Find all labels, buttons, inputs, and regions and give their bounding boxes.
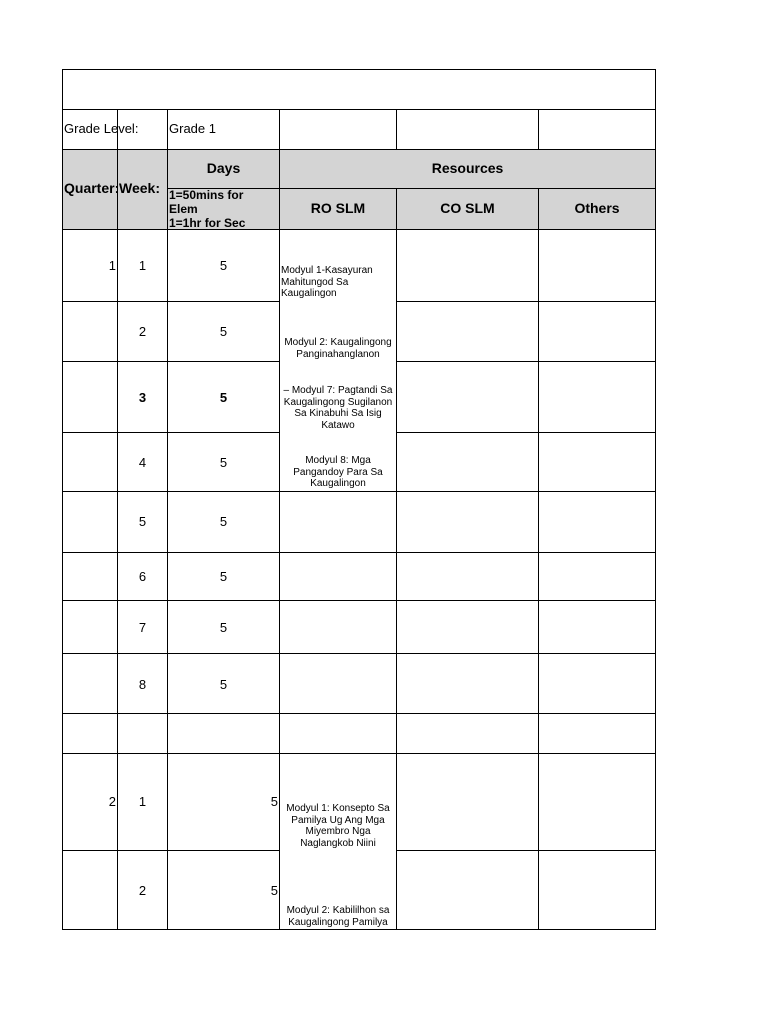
grid-line [62, 491, 656, 492]
grid-line [655, 69, 656, 930]
module-line: – Modyul 7: Pagtandi Sa [283, 385, 393, 396]
grid-line [62, 552, 656, 553]
grade-level-label: Grade Level: [64, 121, 139, 136]
grid-line [396, 361, 656, 362]
module-line: Pamilya Ug Ang Mga [291, 814, 385, 826]
module-line: Modyul 2: Kabililhon sa [286, 905, 390, 916]
module-line: Naglangkob Niini [300, 837, 376, 849]
grid-line [62, 929, 656, 930]
week-header: Week: [119, 180, 160, 196]
days-note-line: 1=50mins for [169, 188, 244, 202]
module-line: Kaugalingon [281, 288, 337, 299]
others-header: Others [574, 200, 620, 216]
grid-line [396, 109, 397, 149]
grid-line [62, 653, 656, 654]
week-cell: 8 [138, 677, 147, 692]
days-note-line: 1=1hr for Sec [169, 216, 246, 230]
co-slm-header: CO SLM [440, 200, 495, 216]
ro-slm-module [281, 265, 395, 300]
ro-slm-header: RO SLM [310, 200, 366, 216]
days-header: Days [206, 160, 241, 176]
grid-line [62, 69, 656, 70]
week-cell: 1 [138, 258, 147, 273]
module-line: Modyul 2: Kaugalingong [284, 337, 392, 348]
quarter-cell: 1 [108, 258, 116, 273]
module-line: Sa Kinabuhi Sa Isig [294, 408, 382, 419]
grid-line [396, 850, 656, 851]
grid-line [538, 188, 539, 930]
ro-slm-module [281, 337, 395, 360]
days-cell: 5 [219, 455, 228, 470]
days-note [169, 188, 245, 230]
module-line: Katawo [321, 419, 355, 431]
grid-line [396, 301, 656, 302]
module-line: Miyembro Nga [305, 826, 371, 837]
grid-line [62, 432, 280, 433]
days-cell: 5 [219, 324, 228, 339]
grid-line [62, 713, 656, 714]
grid-line [62, 361, 280, 362]
grid-line [538, 109, 539, 149]
days-cell: 5 [219, 569, 228, 584]
days-cell: 5 [219, 390, 228, 405]
week-cell: 6 [138, 569, 147, 584]
days-cell: 5 [219, 258, 228, 273]
week-cell: 5 [138, 514, 147, 529]
module-line: Modyul 1-Kasayuran [281, 265, 373, 276]
quarter-header: Quarter: [64, 180, 120, 196]
grade-level-value: Grade 1 [169, 121, 216, 136]
grid-line [62, 229, 656, 230]
module-line: Pangandoy Para Sa [293, 466, 383, 478]
grid-line [62, 850, 280, 851]
week-cell: 2 [138, 883, 147, 898]
ro-slm-module [281, 905, 395, 928]
module-line: Kaugalingon [310, 478, 366, 489]
grid-line [396, 432, 656, 433]
module-line: Kaugalingong Pamilya [288, 916, 388, 928]
grid-line [396, 188, 397, 930]
grid-line [279, 109, 280, 930]
module-line: Modyul 8: Mga [305, 455, 371, 466]
grid-line [62, 600, 656, 601]
days-note-line: Elem [169, 202, 198, 216]
week-cell: 2 [138, 324, 147, 339]
days-cell: 5 [270, 794, 278, 809]
days-cell: 5 [219, 620, 228, 635]
ro-slm-module [281, 385, 395, 431]
module-line: Modyul 1: Konsepto Sa [286, 803, 390, 814]
week-cell: 7 [138, 620, 147, 635]
grid-line [62, 149, 656, 150]
days-cell: 5 [219, 677, 228, 692]
week-cell: 3 [138, 390, 147, 405]
module-line: Kaugalingong Sugilanon [283, 396, 393, 408]
grid-line [62, 301, 280, 302]
module-line: Panginahanglanon [296, 348, 380, 360]
ro-slm-module [281, 455, 395, 490]
grid-line [62, 753, 656, 754]
week-cell: 4 [138, 455, 147, 470]
resources-header: Resources [431, 160, 504, 176]
days-cell: 5 [270, 883, 278, 898]
ro-slm-module [281, 803, 395, 849]
week-cell: 1 [138, 794, 147, 809]
quarter-cell: 2 [108, 794, 116, 809]
grid-line [62, 109, 656, 110]
days-cell: 5 [219, 514, 228, 529]
module-line: Mahitungod Sa [281, 276, 349, 288]
